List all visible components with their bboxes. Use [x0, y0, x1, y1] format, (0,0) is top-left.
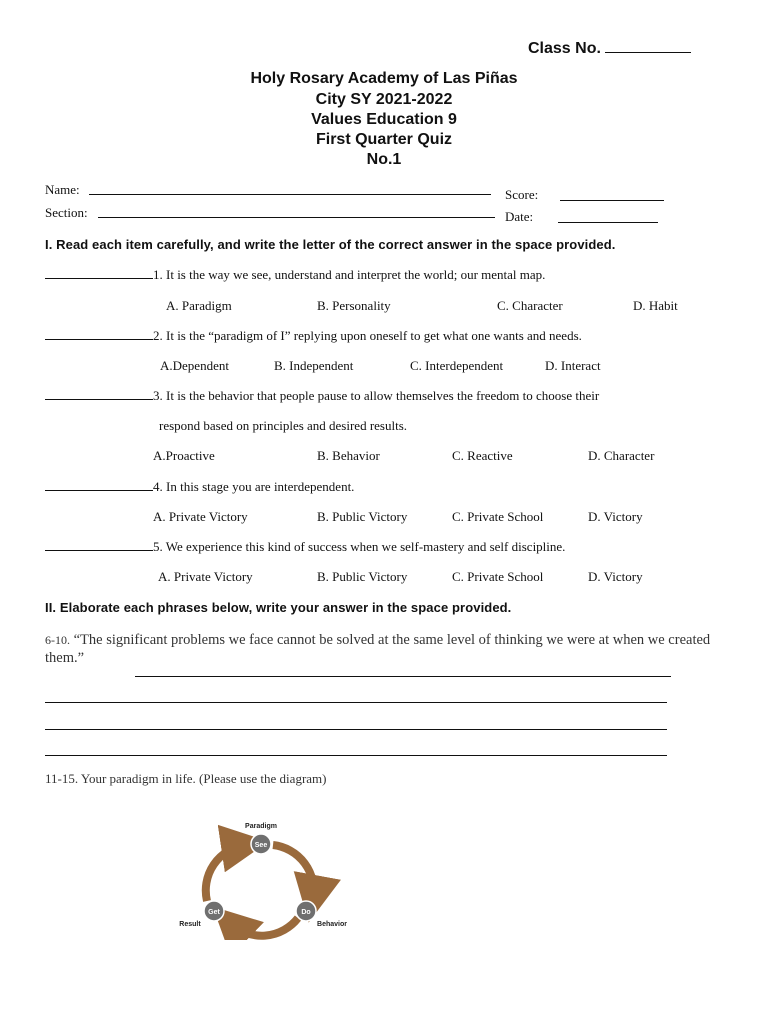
- school-year: City SY 2021-2022: [315, 91, 453, 108]
- option-5b: B. Public Victory: [317, 569, 408, 584]
- diagram-result-label: Result: [179, 921, 201, 928]
- subject-title: Values Education 9: [311, 111, 457, 128]
- question-2: 2. It is the “paradigm of I” replying upon oneself to get what one wants and needs.: [45, 328, 582, 344]
- diagram-behavior-label: Behavior: [317, 921, 347, 928]
- option-1b: B. Personality: [317, 298, 391, 313]
- option-3b: B. Behavior: [317, 448, 380, 463]
- diagram-paradigm-label: Paradigm: [245, 823, 277, 830]
- score-label: Score:: [505, 187, 539, 202]
- option-3c: C. Reactive: [452, 448, 513, 463]
- question-3-continuation: respond based on principles and desired results.: [159, 418, 408, 433]
- option-3a: A.Proactive: [153, 448, 215, 463]
- option-2d: D. Interact: [545, 358, 601, 373]
- option-3d: D. Character: [588, 448, 655, 463]
- quiz-number: No.1: [366, 151, 402, 168]
- arrow-see-to-do: [273, 845, 314, 899]
- part-1-instruction: I. Read each item carefully, and write the letter of the correct answer in the space provided.: [45, 237, 616, 252]
- answer-blank-5[interactable]: [45, 539, 153, 551]
- answer-blank-2[interactable]: [45, 328, 153, 340]
- option-1a: A. Paradigm: [166, 298, 232, 313]
- option-1c: C. Character: [497, 298, 563, 313]
- option-2c: C. Interdependent: [410, 358, 504, 373]
- quiz-title: First Quarter Quiz: [315, 131, 453, 148]
- answer-line-4[interactable]: [45, 755, 667, 756]
- arrow-get-to-see: [206, 845, 245, 901]
- date-blank[interactable]: [558, 222, 658, 223]
- question-5: 5. We experience this kind of success when we self-mastery and self discipline.: [45, 539, 565, 555]
- question-4: 4. In this stage you are interdependent.: [45, 479, 354, 495]
- answer-line-2[interactable]: [45, 702, 667, 703]
- class-number-label: Class No.: [528, 40, 601, 57]
- name-blank[interactable]: [89, 194, 491, 195]
- item-6-10-prompt: 6-10. “The significant problems we face cannot be solved at the same level of thinking we were at when we created them.”: [45, 632, 711, 666]
- node-do-label: Do: [301, 909, 311, 916]
- option-1d: D. Habit: [633, 298, 678, 313]
- option-4c: C. Private School: [452, 509, 544, 524]
- question-3: 3. It is the behavior that people pause to allow themselves the freedom to choose their: [45, 388, 599, 404]
- answer-line-1[interactable]: [135, 676, 671, 677]
- node-get-label: Get: [208, 909, 220, 916]
- option-5d: D. Victory: [588, 569, 643, 584]
- option-5c: C. Private School: [452, 569, 544, 584]
- answer-blank-1[interactable]: [45, 267, 153, 279]
- option-2a: A.Dependent: [160, 358, 229, 373]
- date-label: Date:: [505, 209, 534, 224]
- option-2b: B. Independent: [274, 358, 354, 373]
- arrow-do-to-get: [230, 918, 298, 936]
- section-blank[interactable]: [98, 217, 495, 218]
- question-1: 1. It is the way we see, understand and interpret the world; our mental map.: [45, 267, 545, 283]
- answer-line-3[interactable]: [45, 729, 667, 730]
- part-2-instruction: II. Elaborate each phrases below, write your answer in the space provided.: [45, 600, 512, 615]
- section-label: Section:: [45, 205, 88, 220]
- score-blank[interactable]: [560, 200, 664, 201]
- school-name: Holy Rosary Academy of Las Piñas: [250, 70, 518, 87]
- class-number-blank[interactable]: [605, 38, 691, 53]
- answer-blank-4[interactable]: [45, 479, 153, 491]
- answer-blank-3[interactable]: [45, 388, 153, 400]
- option-4d: D. Victory: [588, 509, 643, 524]
- class-number-field: [528, 38, 691, 58]
- option-5a: A. Private Victory: [158, 569, 253, 584]
- node-see-label: See: [254, 842, 268, 849]
- item-11-15-prompt: 11-15. Your paradigm in life. (Please use the diagram): [45, 771, 327, 786]
- name-label: Name:: [45, 182, 80, 197]
- option-4a: A. Private Victory: [153, 509, 248, 524]
- option-4b: B. Public Victory: [317, 509, 408, 524]
- paradigm-cycle-diagram: [170, 815, 360, 940]
